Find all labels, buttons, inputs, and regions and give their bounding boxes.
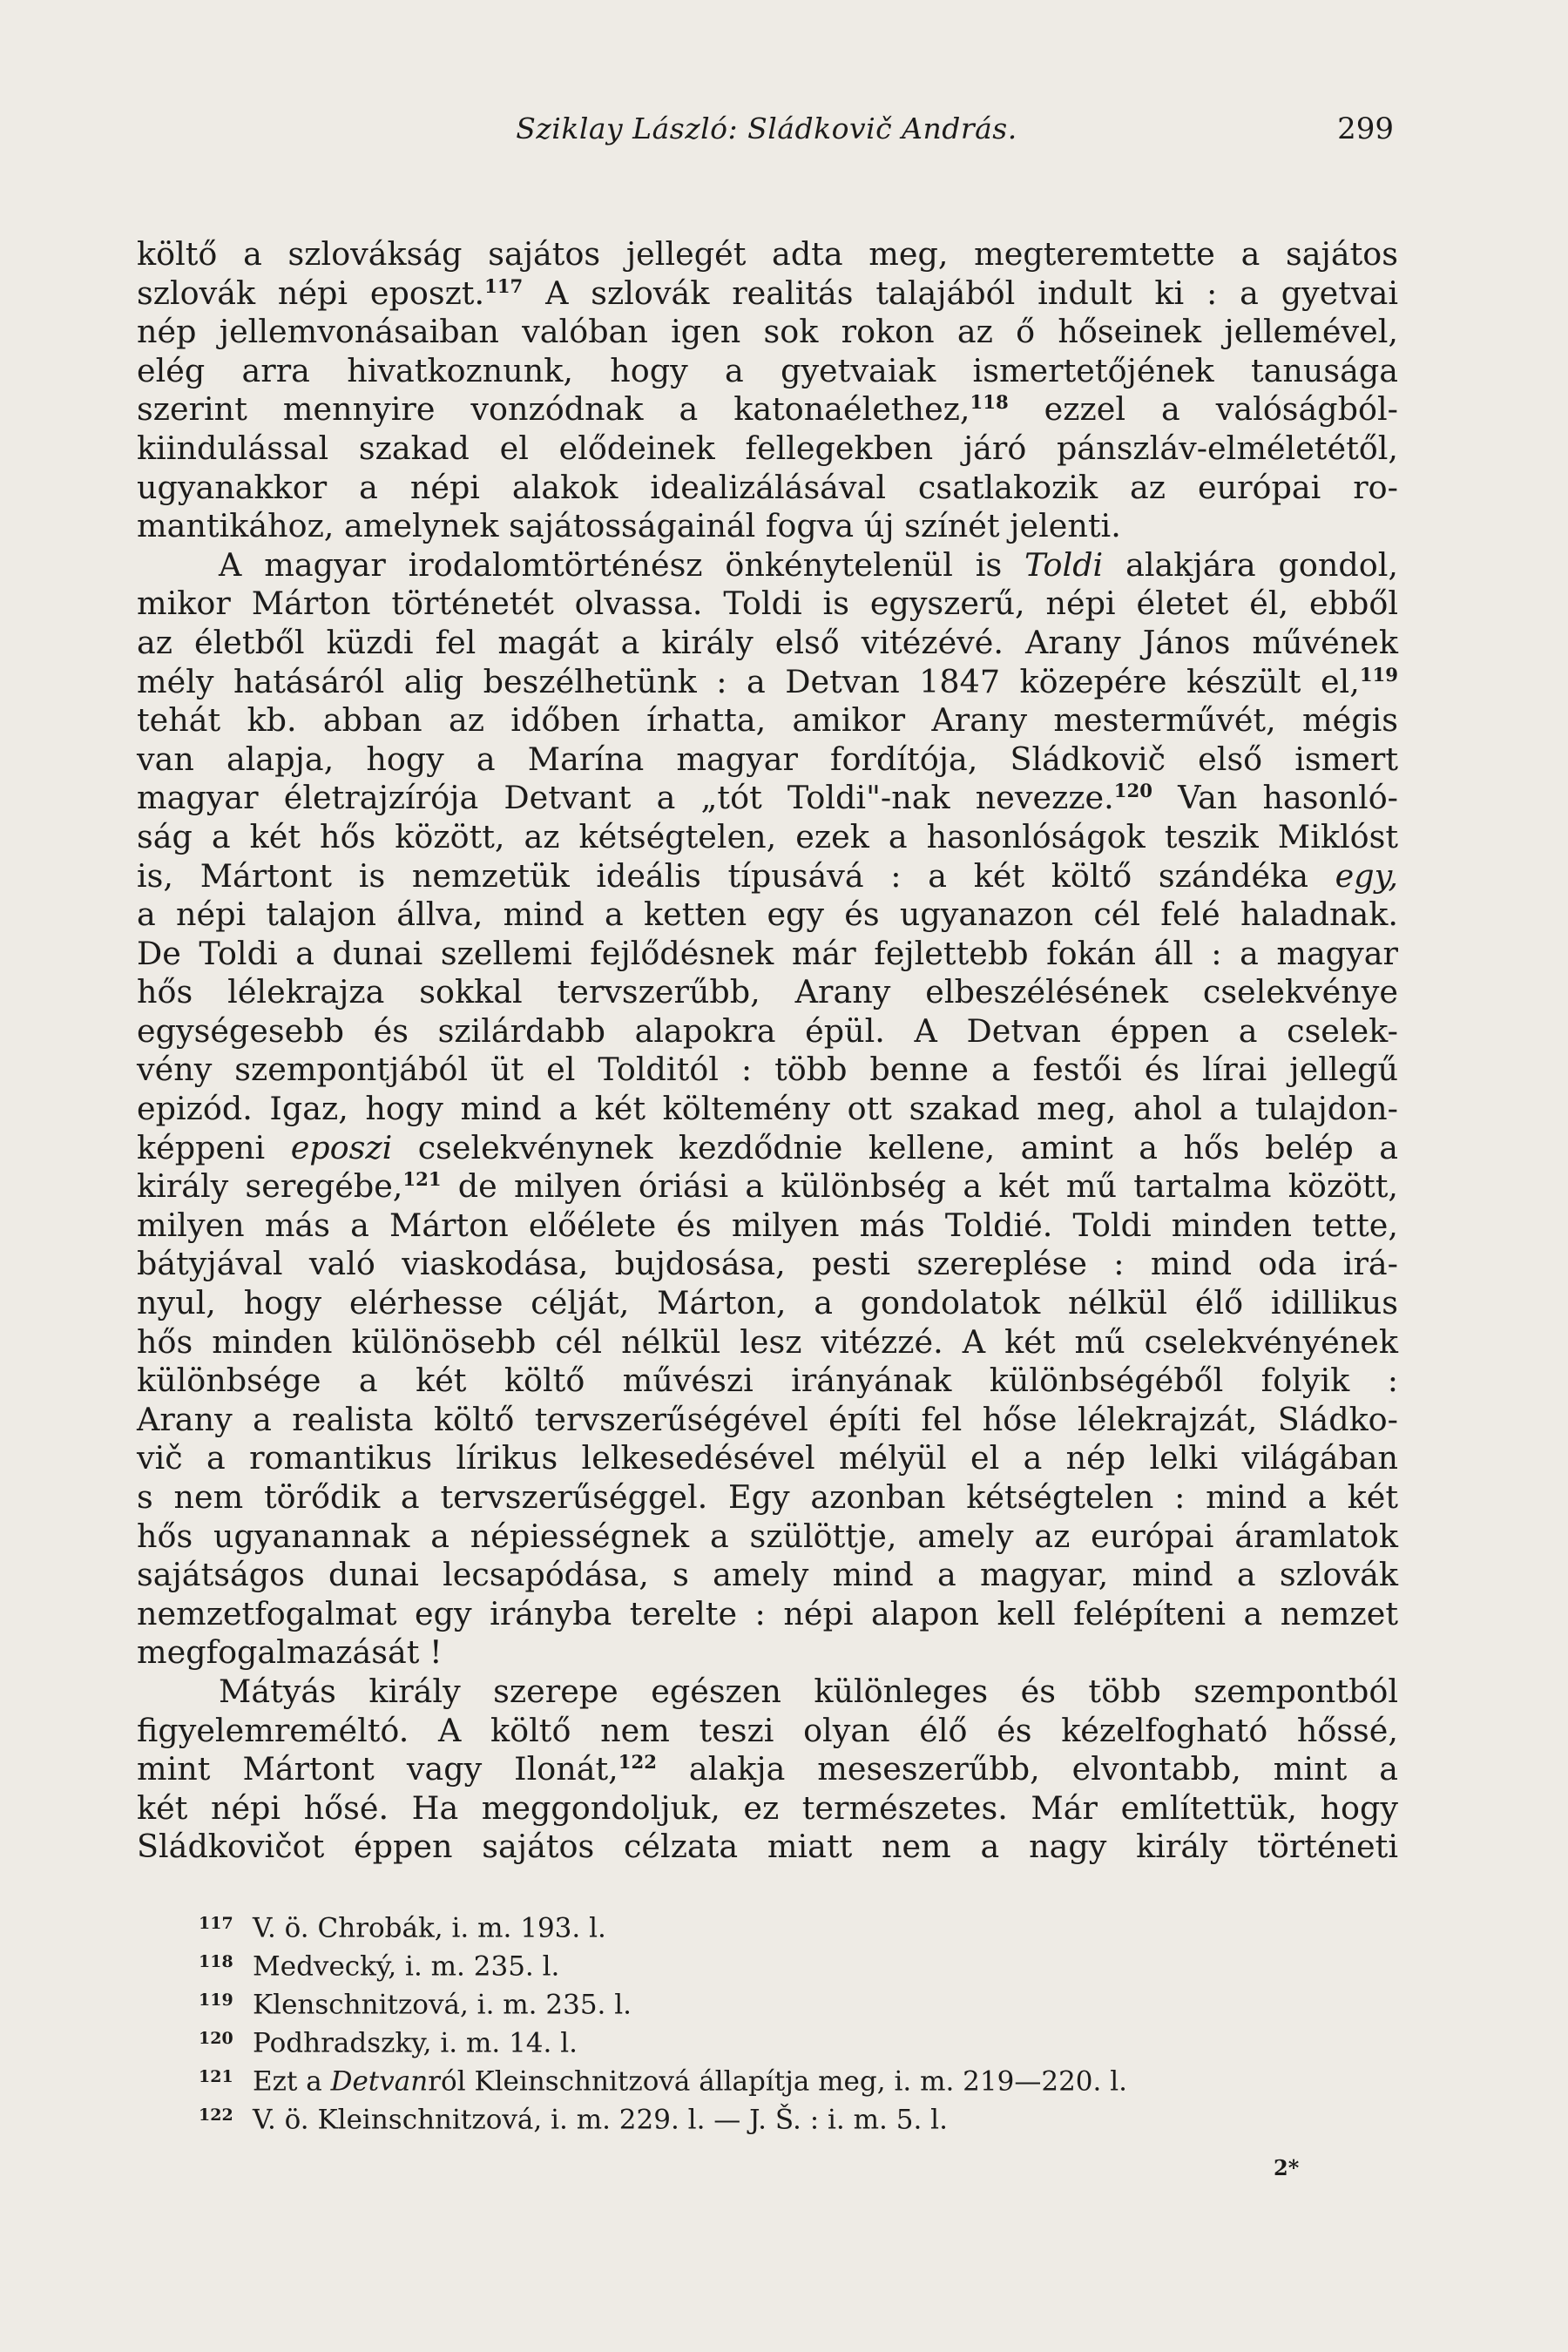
text-run: cselekvénynek kezdődnie kellene, amint a hős belép a <box>392 1128 1398 1166</box>
footnote-reference: 121 <box>402 1168 442 1191</box>
footnote <box>199 2058 1331 2096</box>
footnote-text: ról Kleinschnitzová állapítja meg, i. m. 219—220. l. <box>428 2065 1127 2098</box>
text-run: alakjára gondol, <box>1103 545 1398 584</box>
text-run: tehát kb. abban az időben írhatta, amikor Arany mesterművét, mégis <box>137 701 1398 740</box>
italic-text: eposzi <box>290 1128 393 1166</box>
text-run: A szlovák realitás talajából indult ki : a gyetvai <box>523 274 1398 312</box>
text-run: megfogalmazását ! <box>137 1633 443 1672</box>
text-run: ugyanakkor a népi alakok idealizálásával csatlakozik az európai ro- <box>137 468 1398 506</box>
text-run: nyul, hogy elérhesse célját, Márton, a gondolatok nélkül élő idillikus <box>137 1284 1398 1322</box>
text-run: epizód. Igaz, hogy mind a két költemény ott szakad meg, ahol a tulajdon- <box>137 1090 1398 1128</box>
text-run: is, Mártont is nemzetük ideális típusává : a két költő szándéka <box>137 856 1335 895</box>
footnote-reference: 120 <box>1113 780 1152 802</box>
running-head <box>139 112 1394 164</box>
text-line <box>137 390 1398 429</box>
footnote-number: 117 <box>199 1914 233 1933</box>
text-line <box>137 1401 1398 1440</box>
text-run: két népi hősé. Ha meggondoljuk, ez természetes. Már említettük, hogy <box>137 1788 1398 1827</box>
text-line <box>137 1012 1398 1051</box>
text-run: hős minden különösebb cél nélkül lesz vitézzé. A két mű cselekvényének <box>137 1322 1398 1361</box>
text-run: nemzetfogalmat egy irányba terelte : népi alapon kell felépíteni a nemzet <box>137 1594 1398 1632</box>
text-line <box>137 429 1398 469</box>
text-run: figyelemreméltó. A költő nem teszi olyan élő és kézelfogható hőssé, <box>137 1711 1398 1749</box>
text-run: de milyen óriási a különbség a két mű tartalma között, <box>441 1167 1398 1206</box>
text-line <box>137 1517 1398 1557</box>
text-line <box>137 663 1398 702</box>
text-run: mikor Márton történetét olvassa. Toldi is egyszerű, népi életet él, ebből <box>137 585 1398 623</box>
footnote-number: 121 <box>199 2067 233 2086</box>
text-run: magyar életrajzírója Detvant a „tót Toldi"-nak nevezze. <box>137 779 1114 817</box>
footnote-text: Medvecký, i. m. 235. l. <box>253 1950 560 1983</box>
text-run: De Toldi a dunai szellemi fejlődésnek már fejlettebb fokán áll : a magyar <box>137 934 1398 972</box>
text-line <box>137 701 1398 740</box>
text-run: mint Mártont vagy Ilonát, <box>137 1750 618 1788</box>
printer-signature-mark: 2* <box>1274 2155 1300 2180</box>
footnote <box>199 1943 1331 1981</box>
body-text <box>137 235 1398 1867</box>
text-run: vič a romantikus lírikus lelkesedésével mélyül el a nép lelki világában <box>137 1439 1398 1477</box>
text-line <box>137 1129 1398 1168</box>
footnote-reference: 117 <box>484 274 524 297</box>
footnote-text: V. ö. Kleinschnitzová, i. m. 229. l. — J. Š. : i. m. 5. l. <box>253 2104 948 2136</box>
text-run: egységesebb és szilárdabb alapokra épül. A Detvan éppen a cselek- <box>137 1011 1398 1050</box>
text-line <box>137 1673 1398 1712</box>
text-line <box>137 1789 1398 1828</box>
text-line <box>137 740 1398 780</box>
text-line <box>137 313 1398 352</box>
text-run: hős lélekrajza sokkal tervszerűbb, Arany elbeszélésének cselekvénye <box>137 973 1398 1011</box>
text-run: király seregébe, <box>137 1167 403 1206</box>
text-run: hős ugyanannak a népiességnek a szülöttje, amely az európai áramlatok <box>137 1517 1398 1555</box>
text-run: Arany a realista költő tervszerűségével építi fel hőse lélekrajzát, Sládko- <box>137 1400 1398 1438</box>
text-line <box>137 779 1398 818</box>
text-line <box>137 1090 1398 1129</box>
text-line <box>137 352 1398 391</box>
text-line <box>137 1633 1398 1673</box>
text-line <box>137 469 1398 508</box>
text-line <box>137 507 1398 546</box>
text-run: sajátságos dunai lecsapódása, s amely mind a magyar, mind a szlovák <box>137 1556 1398 1594</box>
text-line <box>137 1712 1398 1751</box>
text-run: s nem törődik a tervszerűséggel. Egy azonban kétségtelen : mind a két <box>137 1478 1398 1516</box>
text-run: Sládkovičot éppen sajátos célzata miatt nem a nagy király történeti <box>137 1828 1398 1866</box>
footnote <box>199 2096 1331 2134</box>
text-line <box>137 1439 1398 1478</box>
text-run: ezzel a valóságból- <box>1008 390 1399 429</box>
text-line <box>137 1478 1398 1517</box>
italic-text: Detvan <box>330 2065 429 2098</box>
text-run: szerint mennyire vonzódnak a katonaélethez, <box>137 390 970 429</box>
text-run: vény szempontjából üt el Tolditól : több benne a festői és lírai jellegű <box>137 1051 1398 1089</box>
text-line <box>137 1750 1398 1789</box>
text-run: milyen más a Márton előélete és milyen más Toldié. Toldi minden tette, <box>137 1206 1398 1244</box>
text-run: az életből küzdi fel magát a király első vitézévé. Arany János művének <box>137 623 1398 661</box>
footnote-text: Klenschnitzová, i. m. 235. l. <box>253 1989 632 2021</box>
text-run: van alapja, hogy a Marína magyar fordítója, Sládkovič első ismert <box>137 740 1398 778</box>
footnotes <box>199 1904 1331 2134</box>
text-run: a népi talajon állva, mind a ketten egy és ugyanazon cél felé haladnak. <box>137 896 1398 934</box>
text-line <box>137 1284 1398 1323</box>
italic-text: Toldi <box>1024 545 1104 584</box>
running-title: Sziklay László: Sládkovič András. <box>516 112 1017 145</box>
text-line <box>137 818 1398 857</box>
footnote <box>199 2019 1331 2058</box>
text-line <box>137 235 1398 274</box>
text-run: A magyar irodalomtörténész önkénytelenül is <box>219 545 1025 584</box>
text-run: költő a szlovákság sajátos jellegét adta meg, megteremtette a sajátos <box>137 235 1398 273</box>
text-line <box>137 274 1398 314</box>
text-run: mantikához, amelynek sajátosságainál fogva új színét jelenti. <box>137 507 1121 545</box>
text-run: bátyjával való viaskodása, bujdosása, pesti szereplése : mind oda irá- <box>137 1245 1398 1283</box>
text-run: alakja meseszerűbb, elvontabb, mint a <box>656 1750 1399 1788</box>
text-run: szlovák népi eposzt. <box>137 274 485 312</box>
text-line <box>137 1245 1398 1284</box>
text-line <box>137 1556 1398 1595</box>
footnote-reference: 118 <box>970 391 1009 414</box>
text-line <box>137 973 1398 1012</box>
text-run: kiindulással szakad el elődeinek fellegekben járó pánszláv-elméletétől, <box>137 429 1398 467</box>
italic-text: egy, <box>1335 856 1398 895</box>
footnote-text: V. ö. Chrobák, i. m. 193. l. <box>253 1912 606 1944</box>
text-line <box>137 857 1398 896</box>
text-line <box>137 1595 1398 1634</box>
footnote-reference: 122 <box>618 1751 657 1774</box>
text-line <box>137 1362 1398 1401</box>
footnote-reference: 119 <box>1359 663 1398 686</box>
footnote-number: 118 <box>199 1952 233 1971</box>
footnote-number: 120 <box>199 2029 233 2048</box>
footnote-text: Podhradszky, i. m. 14. l. <box>253 2027 578 2059</box>
text-run: ság a két hős között, az kétségtelen, ezek a hasonlóságok teszik Miklóst <box>137 817 1398 855</box>
page-number: 299 <box>1337 112 1394 146</box>
footnote-number: 122 <box>199 2105 233 2125</box>
text-run: elég arra hivatkoznunk, hogy a gyetvaiak ismertetőjének tanusága <box>137 351 1398 389</box>
text-run: különbsége a két költő művészi irányának különbségéből folyik : <box>137 1362 1398 1400</box>
text-run: képpeni <box>137 1128 291 1166</box>
text-line <box>137 624 1398 663</box>
text-line <box>137 896 1398 935</box>
text-run: mély hatásáról alig beszélhetünk : a Detvan 1847 közepére készült el, <box>137 662 1360 700</box>
text-line <box>137 1051 1398 1090</box>
text-line <box>137 1206 1398 1246</box>
footnote <box>199 1981 1331 2019</box>
text-line <box>137 935 1398 974</box>
text-run: Mátyás király szerepe egészen különleges és több szempontból <box>219 1672 1398 1710</box>
footnote-number: 119 <box>199 1990 233 2010</box>
text-line <box>137 1323 1398 1362</box>
footnote-text: Ezt a <box>253 2065 331 2098</box>
text-line <box>137 585 1398 624</box>
text-line <box>137 1167 1398 1206</box>
footnote <box>199 1904 1331 1943</box>
text-run: Van hasonló- <box>1152 779 1398 817</box>
text-run: nép jellemvonásaiban valóban igen sok rokon az ő hőseinek jellemével, <box>137 313 1398 351</box>
text-line <box>137 1828 1398 1867</box>
text-line <box>137 546 1398 585</box>
